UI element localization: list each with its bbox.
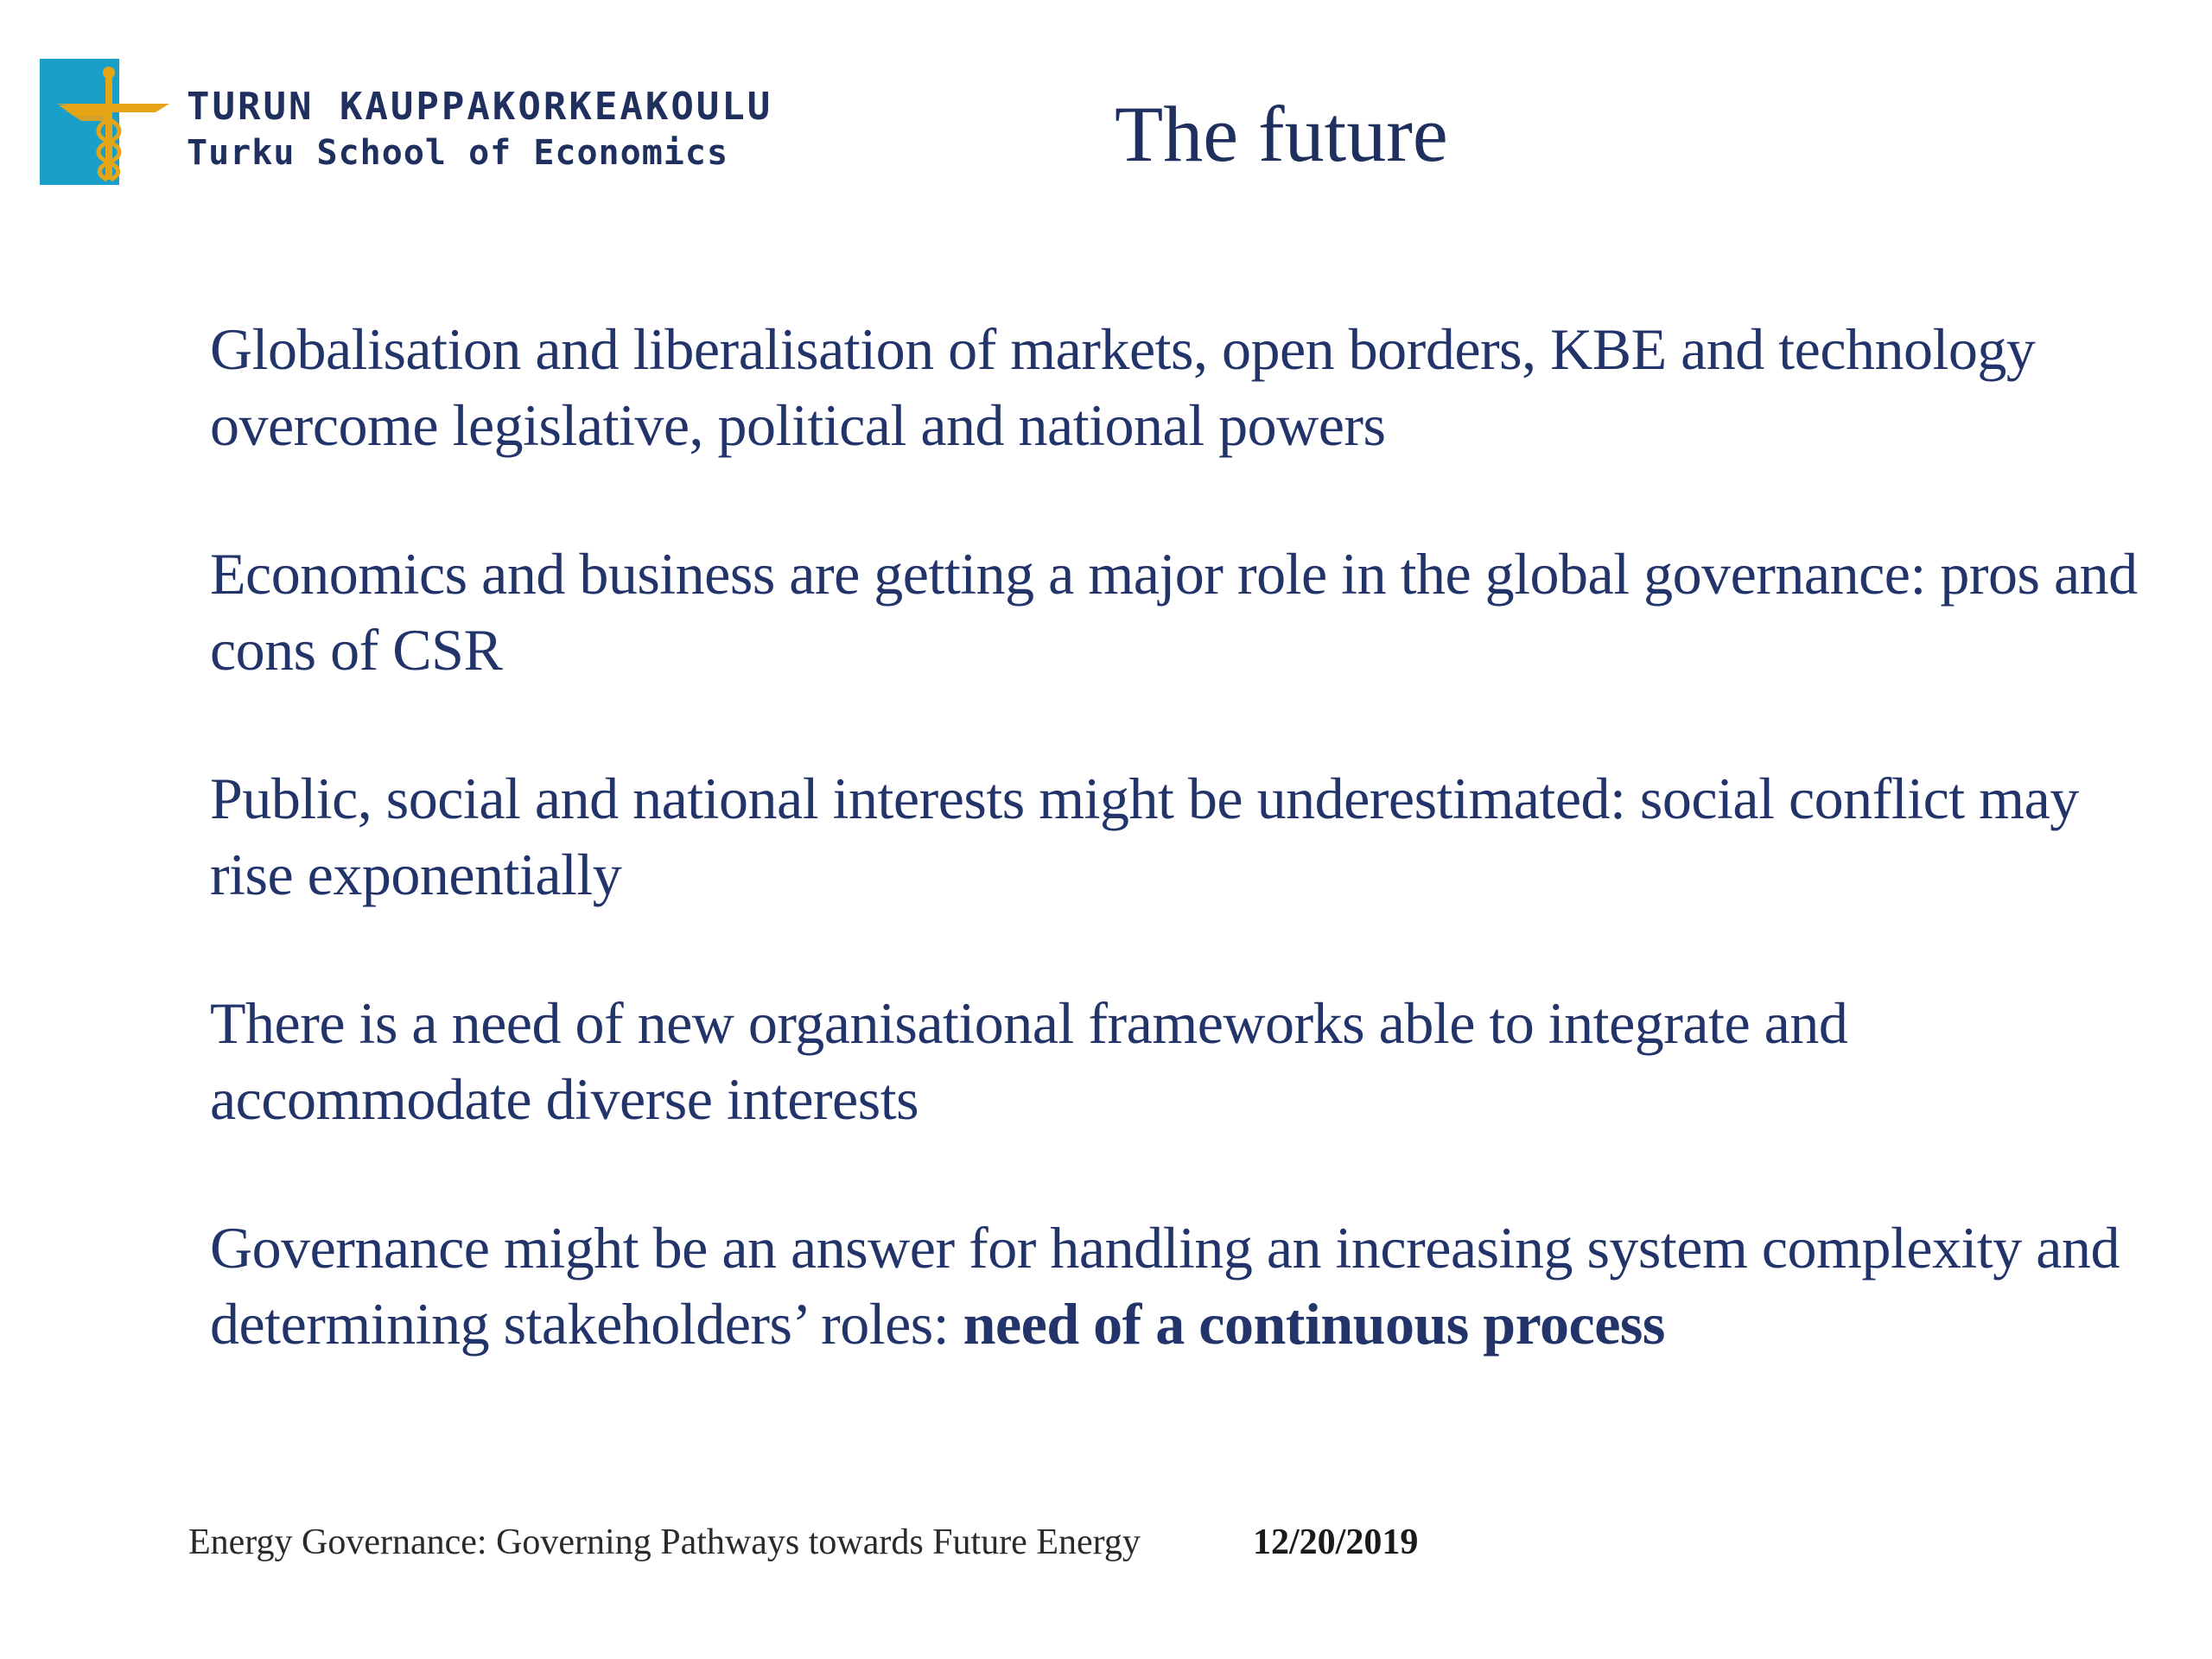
logo-line-finnish: TURUN KAUPPAKORKEAKOULU [187, 85, 773, 129]
bullet-item [210, 760, 2145, 912]
bullet-item [210, 985, 2145, 1137]
bullet-emphasis: need of a continuous process [963, 1291, 1665, 1357]
caduceus-logo-icon [40, 59, 178, 185]
logo-line-english: Turku School of Economics [187, 133, 729, 173]
bullet-item [210, 1210, 2145, 1362]
bullet-text: Governance might be an answer for handling an increasing system complexity and determining stakeholders’ roles: [210, 1215, 2120, 1357]
bullet-list [210, 311, 2145, 1434]
footer-presentation-title: Energy Governance: Governing Pathways towards Future Energy [188, 1522, 1141, 1562]
bullet-item [210, 536, 2145, 688]
bullet-text: Globalisation and liberalisation of markets, open borders, KBE and technology overcome legislative, political and national powers [210, 316, 2036, 458]
bullet-text: There is a need of new organisational frameworks able to integrate and accommodate diverse interests [210, 990, 1848, 1132]
bullet-text: Economics and business are getting a major role in the global governance: pros and cons of CSR [210, 541, 2138, 683]
slide-title: The future [1115, 90, 1448, 178]
footer-date: 12/20/2019 [1253, 1522, 1419, 1562]
logo-wordmark [187, 85, 774, 176]
bullet-item [210, 311, 2145, 463]
bullet-text: Public, social and national interests might be underestimated: social conflict may rise exponentially [210, 766, 2079, 907]
university-logo [40, 59, 773, 185]
